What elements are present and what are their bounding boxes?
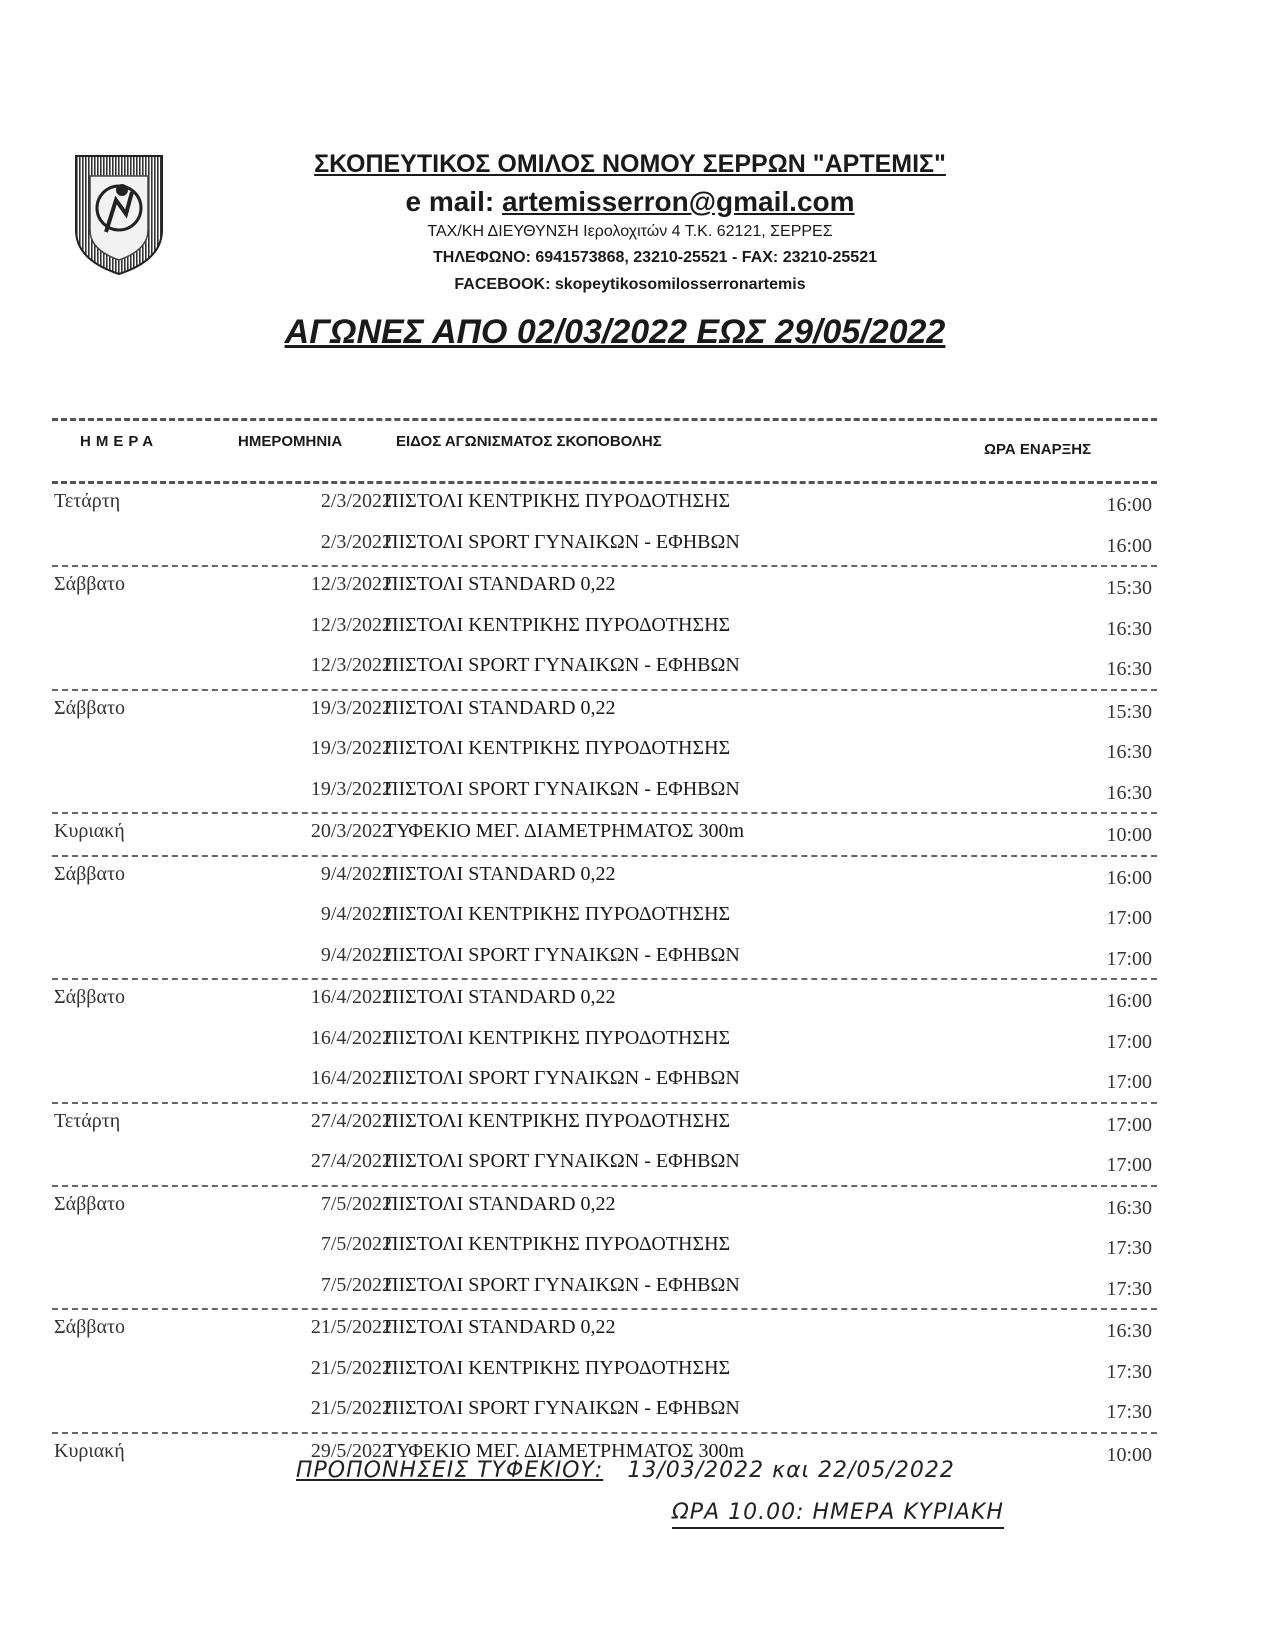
table-row bbox=[52, 814, 1157, 855]
cell-date: 16/4/2022 bbox=[310, 1026, 392, 1049]
cell-event: ΠΙΣΤΟΛΙ ΚΕΝΤΡΙΚΗΣ ΠΥΡΟΔΟΤΗΣΗΣ bbox=[384, 1109, 731, 1132]
cell-event: ΠΙΣΤΟΛΙ ΚΕΝΤΡΙΚΗΣ ΠΥΡΟΔΟΤΗΣΗΣ bbox=[384, 1356, 731, 1379]
table-row bbox=[52, 1187, 1157, 1228]
cell-event: ΤΥΦΕΚΙΟ ΜΕΓ. ΔΙΑΜΕΤΡΗΜΑΤΟΣ 300m bbox=[384, 1439, 745, 1462]
table-row bbox=[52, 1391, 1157, 1432]
table-row bbox=[52, 608, 1157, 649]
cell-date: 27/4/2022 bbox=[310, 1109, 392, 1132]
day-group bbox=[52, 980, 1157, 1104]
table-row bbox=[52, 648, 1157, 689]
cell-start-time: 16:00 bbox=[1106, 494, 1152, 516]
cell-start-time: 17:00 bbox=[1106, 1154, 1152, 1176]
cell-event: ΠΙΣΤΟΛΙ STANDARD 0,22 bbox=[384, 573, 616, 595]
table-row bbox=[52, 857, 1157, 898]
cell-start-time: 17:30 bbox=[1106, 1401, 1152, 1423]
club-name: ΣΚΟΠΕΥΤΙΚΟΣ ΟΜΙΛΟΣ ΝΟΜΟΥ ΣΕΡΡΩΝ "ΑΡΤΕΜΙΣ" bbox=[314, 150, 946, 178]
handwritten-training-note bbox=[296, 1458, 955, 1483]
cell-start-time: 16:30 bbox=[1106, 1320, 1152, 1342]
cell-date: 9/4/2022 bbox=[320, 903, 392, 925]
cell-day: Κυριακή bbox=[54, 820, 125, 842]
cell-day: Σάββατο bbox=[54, 1316, 125, 1338]
cell-event: ΠΙΣΤΟΛΙ STANDARD 0,22 bbox=[384, 986, 616, 1008]
cell-date: 7/5/2022 bbox=[320, 1192, 392, 1215]
cell-date: 12/3/2022 bbox=[310, 613, 392, 636]
cell-start-time: 17:30 bbox=[1106, 1237, 1152, 1259]
table-row bbox=[52, 1021, 1157, 1062]
cell-start-time: 16:30 bbox=[1106, 741, 1152, 763]
cell-date: 12/3/2022 bbox=[310, 573, 392, 595]
day-group bbox=[52, 567, 1157, 691]
cell-date: 19/3/2022 bbox=[310, 737, 392, 759]
cell-start-time: 17:00 bbox=[1106, 1113, 1152, 1136]
cell-start-time: 10:00 bbox=[1106, 824, 1152, 846]
email-address[interactable]: artemisserron@gmail.com bbox=[501, 186, 855, 217]
cell-start-time: 17:00 bbox=[1106, 907, 1152, 929]
table-row bbox=[52, 1061, 1157, 1102]
cell-start-time: 10:00 bbox=[1106, 1443, 1152, 1466]
cell-start-time: 17:00 bbox=[1106, 947, 1152, 970]
table-row bbox=[52, 1310, 1157, 1351]
cell-start-time: 16:30 bbox=[1106, 658, 1152, 680]
header-start-time: ΩΡΑ ΕΝΑΡΞΗΣ bbox=[984, 441, 1092, 458]
cell-date: 19/3/2022 bbox=[310, 696, 392, 719]
schedule-table bbox=[52, 418, 1157, 1474]
cell-start-time: 16:00 bbox=[1106, 866, 1152, 889]
phone-fax: ΤΗΛΕΦΩΝΟ: 6941573868, 23210-25521 - FAX: 23210-25521 bbox=[432, 249, 877, 266]
table-row bbox=[52, 484, 1157, 525]
cell-start-time: 17:30 bbox=[1106, 1277, 1152, 1300]
cell-day: Σάββατο bbox=[54, 862, 125, 885]
email-label: e mail: bbox=[405, 186, 495, 217]
cell-start-time: 15:30 bbox=[1106, 577, 1152, 599]
table-body bbox=[52, 484, 1157, 1474]
cell-event: ΠΙΣΤΟΛΙ SPORT ΓΥΝΑΙΚΩΝ - ΕΦΗΒΩΝ bbox=[384, 530, 740, 553]
cell-day: Σάββατο bbox=[54, 986, 125, 1008]
table-row bbox=[52, 1351, 1157, 1392]
cell-event: ΠΙΣΤΟΛΙ ΚΕΝΤΡΙΚΗΣ ΠΥΡΟΔΟΤΗΣΗΣ bbox=[384, 903, 731, 925]
table-row bbox=[52, 691, 1157, 732]
day-group bbox=[52, 691, 1157, 815]
cell-event: ΠΙΣΤΟΛΙ SPORT ΓΥΝΑΙΚΩΝ - ΕΦΗΒΩΝ bbox=[384, 1067, 740, 1089]
competition-period-title: ΑΓΩΝΕΣ ΑΠΟ 02/03/2022 ΕΩΣ 29/05/2022 bbox=[284, 313, 946, 351]
cell-event: ΠΙΣΤΟΛΙ SPORT ΓΥΝΑΙΚΩΝ - ΕΦΗΒΩΝ bbox=[384, 777, 740, 800]
table-row bbox=[52, 1268, 1157, 1309]
table-row bbox=[52, 1227, 1157, 1268]
cell-date: 16/4/2022 bbox=[310, 986, 392, 1008]
cell-event: ΠΙΣΤΟΛΙ ΚΕΝΤΡΙΚΗΣ ΠΥΡΟΔΟΤΗΣΗΣ bbox=[384, 613, 731, 636]
facebook-handle: FACEBOOK: skopeytikosomilosserronartemis bbox=[454, 276, 806, 293]
cell-event: ΠΙΣΤΟΛΙ ΚΕΝΤΡΙΚΗΣ ΠΥΡΟΔΟΤΗΣΗΣ bbox=[384, 1026, 731, 1049]
cell-start-time: 16:00 bbox=[1106, 990, 1152, 1012]
cell-date: 2/3/2022 bbox=[320, 490, 392, 512]
cell-date: 21/5/2022 bbox=[310, 1397, 392, 1419]
header-day: ΗΜΕΡΑ bbox=[80, 433, 159, 450]
table-row bbox=[52, 938, 1157, 979]
cell-event: ΠΙΣΤΟΛΙ SPORT ΓΥΝΑΙΚΩΝ - ΕΦΗΒΩΝ bbox=[384, 943, 740, 966]
cell-event: ΠΙΣΤΟΛΙ ΚΕΝΤΡΙΚΗΣ ΠΥΡΟΔΟΤΗΣΗΣ bbox=[384, 1233, 731, 1255]
training-label: ΠΡΟΠΟΝΗΣΕΙΣ ΤΥΦΕΚΙΟΥ: bbox=[296, 1458, 604, 1483]
cell-day: Τετάρτη bbox=[54, 490, 121, 512]
cell-date: 9/4/2022 bbox=[320, 943, 392, 966]
table-row bbox=[52, 980, 1157, 1021]
training-dates: 13/03/2022 και 22/05/2022 bbox=[627, 1458, 955, 1483]
table-row bbox=[52, 772, 1157, 813]
cell-date: 7/5/2022 bbox=[320, 1233, 392, 1255]
cell-event: ΠΙΣΤΟΛΙ SPORT ΓΥΝΑΙΚΩΝ - ΕΦΗΒΩΝ bbox=[384, 1397, 740, 1419]
cell-event: ΠΙΣΤΟΛΙ STANDARD 0,22 bbox=[384, 1316, 616, 1338]
email-line bbox=[230, 186, 1030, 218]
cell-date: 19/3/2022 bbox=[310, 777, 392, 800]
cell-event: ΠΙΣΤΟΛΙ STANDARD 0,22 bbox=[384, 696, 616, 719]
day-group bbox=[52, 1310, 1157, 1434]
table-row bbox=[52, 1104, 1157, 1145]
header-event: ΕΙΔΟΣ ΑΓΩΝΙΣΜΑΤΟΣ ΣΚΟΠΟΒΟΛΗΣ bbox=[396, 433, 662, 450]
cell-start-time: 17:30 bbox=[1106, 1360, 1152, 1383]
cell-event: ΠΙΣΤΟΛΙ ΚΕΝΤΡΙΚΗΣ ΠΥΡΟΔΟΤΗΣΗΣ bbox=[384, 490, 731, 512]
cell-event: ΠΙΣΤΟΛΙ SPORT ΓΥΝΑΙΚΩΝ - ΕΦΗΒΩΝ bbox=[384, 654, 740, 676]
cell-date: 12/3/2022 bbox=[310, 654, 392, 676]
day-group bbox=[52, 484, 1157, 567]
cell-event: ΠΙΣΤΟΛΙ SPORT ΓΥΝΑΙΚΩΝ - ΕΦΗΒΩΝ bbox=[384, 1273, 740, 1296]
cell-start-time: 16:30 bbox=[1106, 1196, 1152, 1219]
cell-date: 21/5/2022 bbox=[310, 1316, 392, 1338]
postal-address: ΤΑΧ/ΚΗ ΔΙΕΥΘΥΝΣΗ Ιερολοχιτών 4 Τ.Κ. 62121, ΣΕΡΡΕΣ bbox=[427, 223, 833, 240]
cell-start-time: 16:00 bbox=[1106, 534, 1152, 557]
cell-day: Σάββατο bbox=[54, 573, 125, 595]
cell-date: 21/5/2022 bbox=[310, 1356, 392, 1379]
table-row bbox=[52, 731, 1157, 772]
cell-event: ΤΥΦΕΚΙΟ ΜΕΓ. ΔΙΑΜΕΤΡΗΜΑΤΟΣ 300m bbox=[384, 820, 745, 842]
cell-start-time: 16:30 bbox=[1106, 617, 1152, 640]
cell-event: ΠΙΣΤΟΛΙ SPORT ΓΥΝΑΙΚΩΝ - ΕΦΗΒΩΝ bbox=[384, 1150, 740, 1172]
cell-event: ΠΙΣΤΟΛΙ STANDARD 0,22 bbox=[384, 1192, 616, 1215]
club-logo-emblem bbox=[70, 152, 168, 276]
cell-start-time: 15:30 bbox=[1106, 700, 1152, 723]
table-row bbox=[52, 1144, 1157, 1185]
cell-start-time: 16:30 bbox=[1106, 781, 1152, 804]
cell-start-time: 17:00 bbox=[1106, 1071, 1152, 1093]
table-header bbox=[52, 418, 1157, 484]
day-group bbox=[52, 1104, 1157, 1187]
cell-day: Κυριακή bbox=[54, 1439, 125, 1462]
cell-date: 16/4/2022 bbox=[310, 1067, 392, 1089]
cell-date: 9/4/2022 bbox=[320, 862, 392, 885]
cell-day: Σάββατο bbox=[54, 696, 125, 719]
cell-date: 29/5/2022 bbox=[310, 1439, 392, 1462]
header-date: ΗΜΕΡΟΜΗΝΙΑ bbox=[238, 433, 343, 450]
cell-date: 20/3/2022 bbox=[310, 820, 392, 842]
table-row bbox=[52, 897, 1157, 938]
cell-date: 27/4/2022 bbox=[310, 1150, 392, 1172]
cell-date: 2/3/2022 bbox=[320, 530, 392, 553]
table-row bbox=[52, 525, 1157, 566]
day-group bbox=[52, 814, 1157, 857]
day-group bbox=[52, 1187, 1157, 1311]
cell-day: Σάββατο bbox=[54, 1192, 125, 1215]
cell-event: ΠΙΣΤΟΛΙ ΚΕΝΤΡΙΚΗΣ ΠΥΡΟΔΟΤΗΣΗΣ bbox=[384, 737, 731, 759]
cell-day: Τετάρτη bbox=[54, 1109, 121, 1132]
day-group bbox=[52, 857, 1157, 981]
table-row bbox=[52, 567, 1157, 608]
handwritten-time-note: ΩΡΑ 10.00: ΗΜΕΡΑ ΚΥΡΙΑΚΗ bbox=[672, 1500, 1004, 1529]
cell-event: ΠΙΣΤΟΛΙ STANDARD 0,22 bbox=[384, 862, 616, 885]
cell-start-time: 17:00 bbox=[1106, 1030, 1152, 1053]
cell-date: 7/5/2022 bbox=[320, 1273, 392, 1296]
